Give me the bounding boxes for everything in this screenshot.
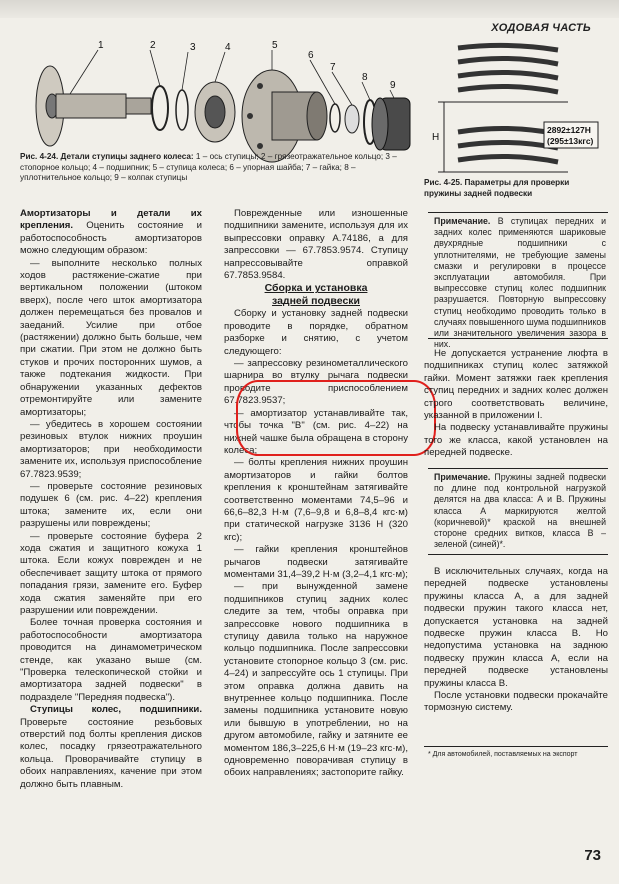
note2-heading: Примечание. [434,472,491,482]
col1-p4: — проверьте состояние резиновых подушек 6 (см. рис. 4–22) крепления штока; замените их, если они разрушены или повреждены; [20,480,202,530]
load-spec-2: (295±13кгс) [547,136,594,146]
fig1-label-3: 3 [190,42,196,53]
fig1-label-7: 7 [330,62,336,73]
assembly-subheading-line1: Сборка и установка [264,282,368,295]
col2-p4: — амортизатор устанавливайте так, чтобы точка "B" (см. рис. 4–22) на нижней чашке была обращена в сторону колеса; [224,407,408,456]
lock-ring-part [176,90,188,130]
load-spec-1: 2892±127Н [547,125,591,135]
note1-body: В ступицах передних и задних колес применяются шариковые двухрядные подшипники с уплотнителями, не требующие замены смазки и регулировки в процессе эксплуатации автомобиля. При выпрессовке ступиц колес подшипник разрушается. Повторную выпрессовку ступиц необходимо проводить только в случаях повышенного шума подшипников или значительного увеличения зазора в них. [434,216,606,350]
col3-p4: После установки подвески прокачайте тормозную систему. [424,690,608,714]
section-title: ХОДОВАЯ ЧАСТЬ [491,22,591,34]
assembly-subheading-line2: задней подвески [272,295,360,308]
col2-p7: — при вынужденной замене подшипников ступиц задних колес следите за тем, чтобы оправка при запрессовке нового подшипника в ступицу давила только на наружное кольцо подшипника. После запрессовки установите стопорное кольцо 3 (см. рис. 4–24) и запрессуйте ось 1 ступицы. При этом оправка должна давить на внутреннее кольцо подшипника. После замены подшипника установите новую или бывшую в употреблении, но на другом автомобиле, гайку и затяните ее моментом 186,3–225,6 Н·м (19–23 кгс·м), одновременно поворачивая ступицу в обоих направлениях; застопорите гайку. [224,581,408,779]
col2-p3: — запрессовку резинометаллического шарнира во втулку рычага подвески проводите приспособлением 67.7823.9537; [224,358,408,407]
shocks-heading: Амортизаторы и детали их крепления. [20,208,202,232]
col3-p3: В исключительных случаях, когда на передней подвеске установлены пружины класса А, а для задней подвески пружин такого класса нет, допускается установка на задней подвеске пружин класса В. Но недопустима установка на заднюю подвеску пружин класса А, если на передней подвеске установлены пружины класса В. [424,566,608,689]
fig2-dim-label: H [432,132,440,143]
fig1-label-4: 4 [225,42,231,53]
fig1-label-5: 5 [272,40,278,51]
note1-rule-bottom [428,338,608,339]
hub-cap-part [372,98,410,150]
fig2-caption: Рис. 4-25. Параметры для проверки пружины задней подвески [424,178,570,198]
fig1-caption [20,152,412,184]
col2-p1: Поврежденные или изношенные подшипники замените, используя для их выпрессовки оправку А.74186, а для запрессовки — 67.7853.9574. Ступицу напрессовывайте оправкой 67.7853.9584. [224,208,408,282]
hubs-heading: Ступицы колес, подшипники. [30,704,202,716]
fig1-caption-title: Рис. 4-24. Детали ступицы заднего колеса: [20,152,194,161]
col3-p2: На подвеску устанавливайте пружины того же класса, какой установлен на передней подвеске. [424,422,608,459]
fig1-label-8: 8 [362,72,368,83]
note1-rule-top [428,212,608,213]
note2-rule-bottom [428,554,608,555]
nut-part [345,105,359,133]
spring-figure [428,40,600,180]
page-number: 73 [584,847,601,864]
col1-p6: Более точная проверка состояния и работоспособности амортизатора проводится на динамометрическом стенде, как указано выше (см. "Проверка телескопической стойки и амортизатора задней подвески" в подразделе "Передняя подвеска"). [20,617,202,703]
wheel-hub-part [242,70,327,162]
column-3-bottom [424,566,608,715]
assembly-subheading [224,282,408,308]
col1-p2: — выполните несколько полных ходов растяжение-сжатие при вертикальном положении (штоком вверх), после чего шток амортизатора должен перемещаться без провалов и заеданий. Усилие при отбое (растяжении) должно быть больше, чем при сжатии. При этом не должно быть стуков и прочих посторонних шумов, а также подтекания жидкости. При обнаружении указанных дефектов отремонтируйте или замените амортизаторы; [20,257,202,418]
col2-p2: Сборку и установку задней подвески проводите в порядке, обратном разборке и снятию, с учетом следующего: [224,308,408,357]
fig1-caption-body: 1 – ось ступицы; 2 – грязеотражательное кольцо; 3 – стопорное кольцо; 4 – подшипник; 5 – ступица колеса; 6 – упорная шайба; 7 – гайка; 8 – уплотнительное кольцо; 9 – колпак ступицы [20,152,397,182]
top-scan-edge [0,0,619,18]
column-2 [224,208,408,780]
col2-p5: — болты крепления нижних проушин амортизаторов и гайки болтов крепления к кронштейнам затягивайте соответственно моментами 74,5–96 и 66,6–82,3 Н·м (7,6–9,8 и 6,8–8,4 кгс·м) при статической нагрузке 3136 Н (320 кгс); [224,457,408,543]
col1-p1: Оценить состояние и работоспособность амортизаторов можно следующим образом: [20,220,202,257]
fig1-label-2: 2 [150,40,156,51]
note-1 [434,216,606,350]
note1-heading: Примечание. [434,216,491,226]
column-1 [20,208,202,791]
fig1-label-9: 9 [390,80,396,91]
col2-p6: — гайки крепления кронштейнов рычагов подвески затягивайте моментами 31,4–39,2 Н·м (3,2–4,1 кгс·м); [224,544,408,580]
column-3-top [424,348,608,460]
col1-p3: — убедитесь в хорошем состоянии резиновых втулок нижних проушин амортизаторов; при необходимости замените их, используя приспособление 67.7823.9539; [20,418,202,480]
col1-p7: Проверьте состояние резьбовых отверстий под болты крепления дисков колес, посадку грязеотражательного кольца. Проворачивайте ступицу в обоих направлениях, качение при этом должно быть плавным. [20,716,202,790]
spring-coils [458,45,558,162]
hub-axle-part [36,66,151,146]
col3-p1: Не допускается устранение люфта в подшипниках ступиц колес затяжкой гайки. Момент затяжки гаек крепления ступиц передних и задних колес должен строго соответствовать величине, указанной в приложении I. [424,348,608,422]
col1-p5: — проверьте состояние буфера 2 хода сжатия и защитного кожуха 1 штока. Если кожух поврежден и не обеспечивает защиту штока от прямого попадания грязи, замените его. Буфер хода сжатия заменяйте при его разрушении или повреждении. [20,530,202,616]
bearing-part [195,82,235,142]
note2-rule-top [428,468,608,469]
fig1-label-1: 1 [98,40,104,51]
fig1-label-6: 6 [308,50,314,61]
note-2 [434,472,606,550]
hub-parts-figure [10,36,420,166]
dirt-ring-part [152,86,168,130]
footnote-rule [424,746,608,747]
thrust-washer-part [330,104,340,132]
note2-body: Пружины задней подвески по длине под контрольной нагрузкой делятся на два класса: А и В. Пружины класса А маркируются желтой (коричневой)* краской на внешней стороне средних витков, класса В – зеленой (синей)*. [434,472,606,550]
footnote: * Для автомобилей, поставляемых на экспорт [428,751,578,758]
red-highlight-ring [236,380,436,456]
